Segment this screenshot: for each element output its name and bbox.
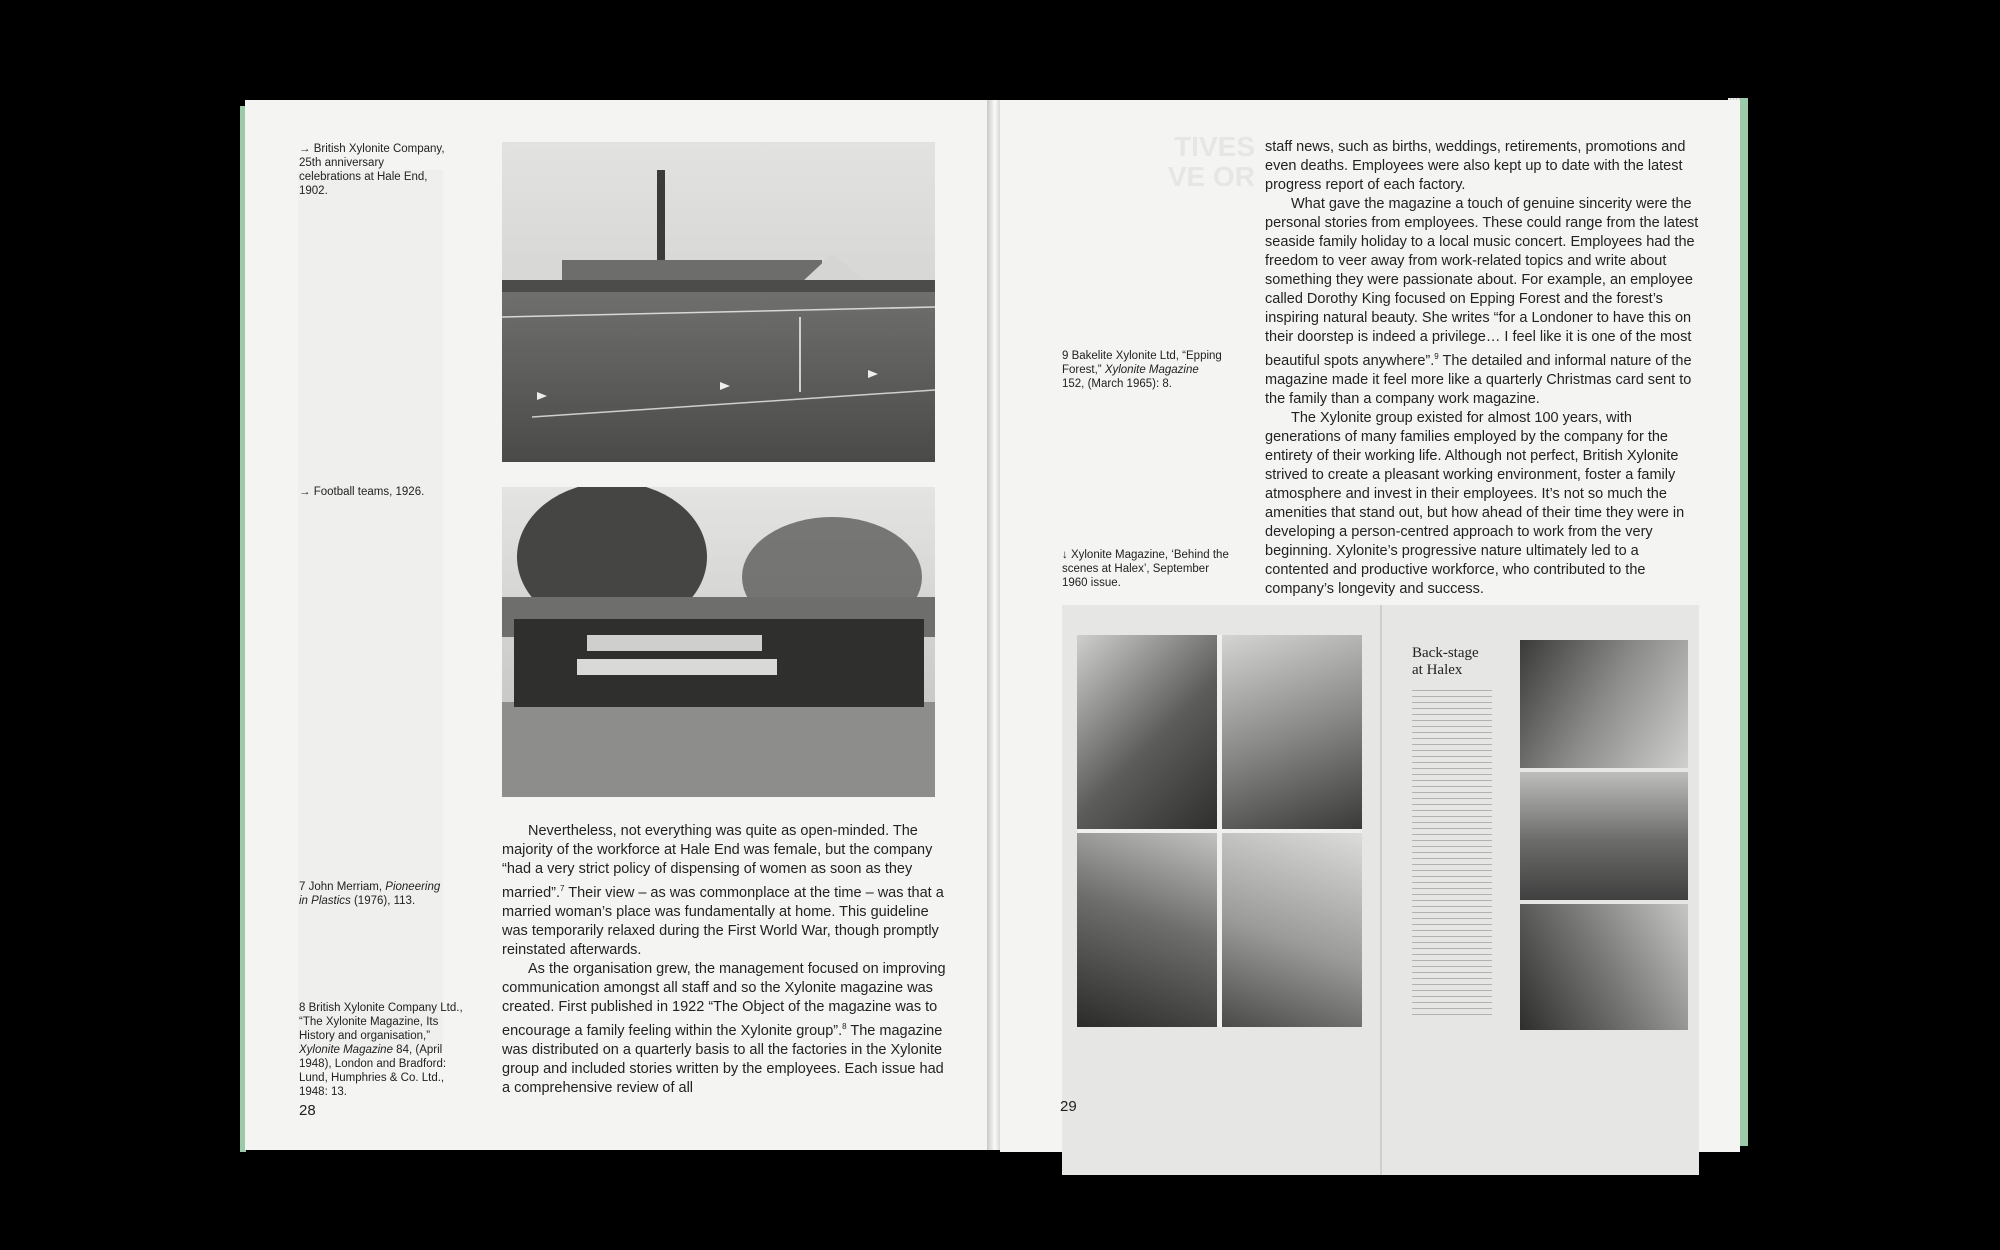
magazine-photo-man-at-bench bbox=[1520, 640, 1688, 768]
right-paragraph-2: What gave the magazine a touch of genuine sincerity were the personal stories from employees. These could range from the latest seaside family holiday to a local music concert. Employees had the freedom to veer away from work-related topics and write about something they were passionate about. For example, an employee called Dorothy King focused on Epping Forest and the forest’s inspiring natural beauty. She writes “for a Londoner to have this on their doorstep is indeed a privilege… I feel like it is one of the most beautiful spots anywhere”.$^9$ The detailed and informal nature of the magazine made it feel more like a quarterly Christmas card sent to the family than a company work magazine. bbox=[1265, 196, 1699, 407]
magazine-photo-press bbox=[1077, 635, 1217, 829]
magazine-article-text bbox=[1412, 690, 1492, 1020]
left-paragraph-2: As the organisation grew, the management focused on improving communication amongst all staff and so the Xylonite magazine was created. First published in 1922 “The Object of the magazine was to encourage a family feeling within the Xylonite group”.$^8$ The magazine was distributed on a quarterly basis to all the factories in the Xylonite group and included stories written by the employees. Each issue had a comprehensive review of all bbox=[502, 960, 946, 1096]
page-number-left: 28 bbox=[299, 1102, 316, 1119]
magazine-photo-column bbox=[1520, 640, 1688, 1030]
right-body-text bbox=[1265, 138, 1705, 599]
photo-football-teams bbox=[502, 487, 935, 797]
footnote-8: 8 British Xylonite Company Ltd., “The Xylonite Magazine, Its History and organisation,” Xylonite Magazine 84, (April 1948), London and Bradford: Lund, Humphries & Co. Ltd., 1948: 13. bbox=[299, 1002, 463, 1098]
magazine-photo-ladder bbox=[1222, 833, 1362, 1027]
magazine-photo-workers bbox=[1222, 635, 1362, 829]
magazine-photo-workshop bbox=[1520, 904, 1688, 1030]
magazine-article-title: Back-stage at Halex bbox=[1412, 645, 1479, 678]
right-paragraph-1: staff news, such as births, weddings, retirements, promotions and even deaths. Employees were also kept up to date with the latest progress report of each factory. bbox=[1265, 139, 1686, 193]
caption-celebrations: → British Xylonite Company, 25th anniversary celebrations at Hale End, 1902. bbox=[299, 143, 445, 197]
right-paragraph-3: The Xylonite group existed for almost 100 years, with generations of many families employed by the company for the entirety of their working life. Although not perfect, British Xylonite strived to create a pleasant working environment, foster a family atmosphere and invest in their employees. It’s not so much the amenities that stand out, but how ahead of their time they were in developing a person-centred approach to work from the very beginning. Xylonite’s progressive nature ultimately led to a contented and productive workforce, who contributed to the company’s longevity and success. bbox=[1265, 409, 1685, 597]
photo-anniversary-celebrations bbox=[502, 142, 935, 462]
right-page bbox=[1000, 100, 1740, 1152]
magazine-gutter bbox=[1380, 605, 1382, 1175]
page-number-right: 29 bbox=[1060, 1098, 1077, 1115]
left-page bbox=[245, 100, 987, 1150]
left-body-text bbox=[502, 822, 947, 1098]
magazine-photo-machine bbox=[1077, 833, 1217, 1027]
caption-football-teams: → Football teams, 1926. bbox=[299, 486, 425, 498]
magazine-spread-image bbox=[1062, 605, 1699, 1175]
footnote-7: 7 John Merriam, Pioneering in Plastics (1976), 113. bbox=[299, 881, 441, 907]
football-photo-image bbox=[502, 487, 935, 797]
left-margin-shade bbox=[298, 170, 443, 1050]
left-paragraph-1: Nevertheless, not everything was quite as open-minded. The majority of the workforce at Hale End was female, but the company “had a very strict policy of dispensing of women as soon as they married”.$^7$ Their view – as was commonplace at the time – was that a married woman’s place was fundamentally at home. This guideline was temporarily relaxed during the First World War, though promptly reinstated afterwards. bbox=[502, 823, 944, 958]
show-through-text: TIVES VE OR bbox=[1167, 131, 1255, 192]
caption-magazine: ↓ Xylonite Magazine, ‘Behind the scenes at Halex’, September 1960 issue. bbox=[1062, 549, 1229, 589]
footnote-9: 9 Bakelite Xylonite Ltd, “Epping Forest,” Xylonite Magazine 152, (March 1965): 8. bbox=[1062, 350, 1222, 390]
celebration-photo-image bbox=[502, 142, 935, 462]
magazine-photo-carts bbox=[1520, 772, 1688, 900]
book-spine bbox=[987, 100, 1000, 1150]
magazine-photo-grid bbox=[1077, 635, 1362, 1027]
right-cover-edge bbox=[1740, 98, 1748, 1146]
